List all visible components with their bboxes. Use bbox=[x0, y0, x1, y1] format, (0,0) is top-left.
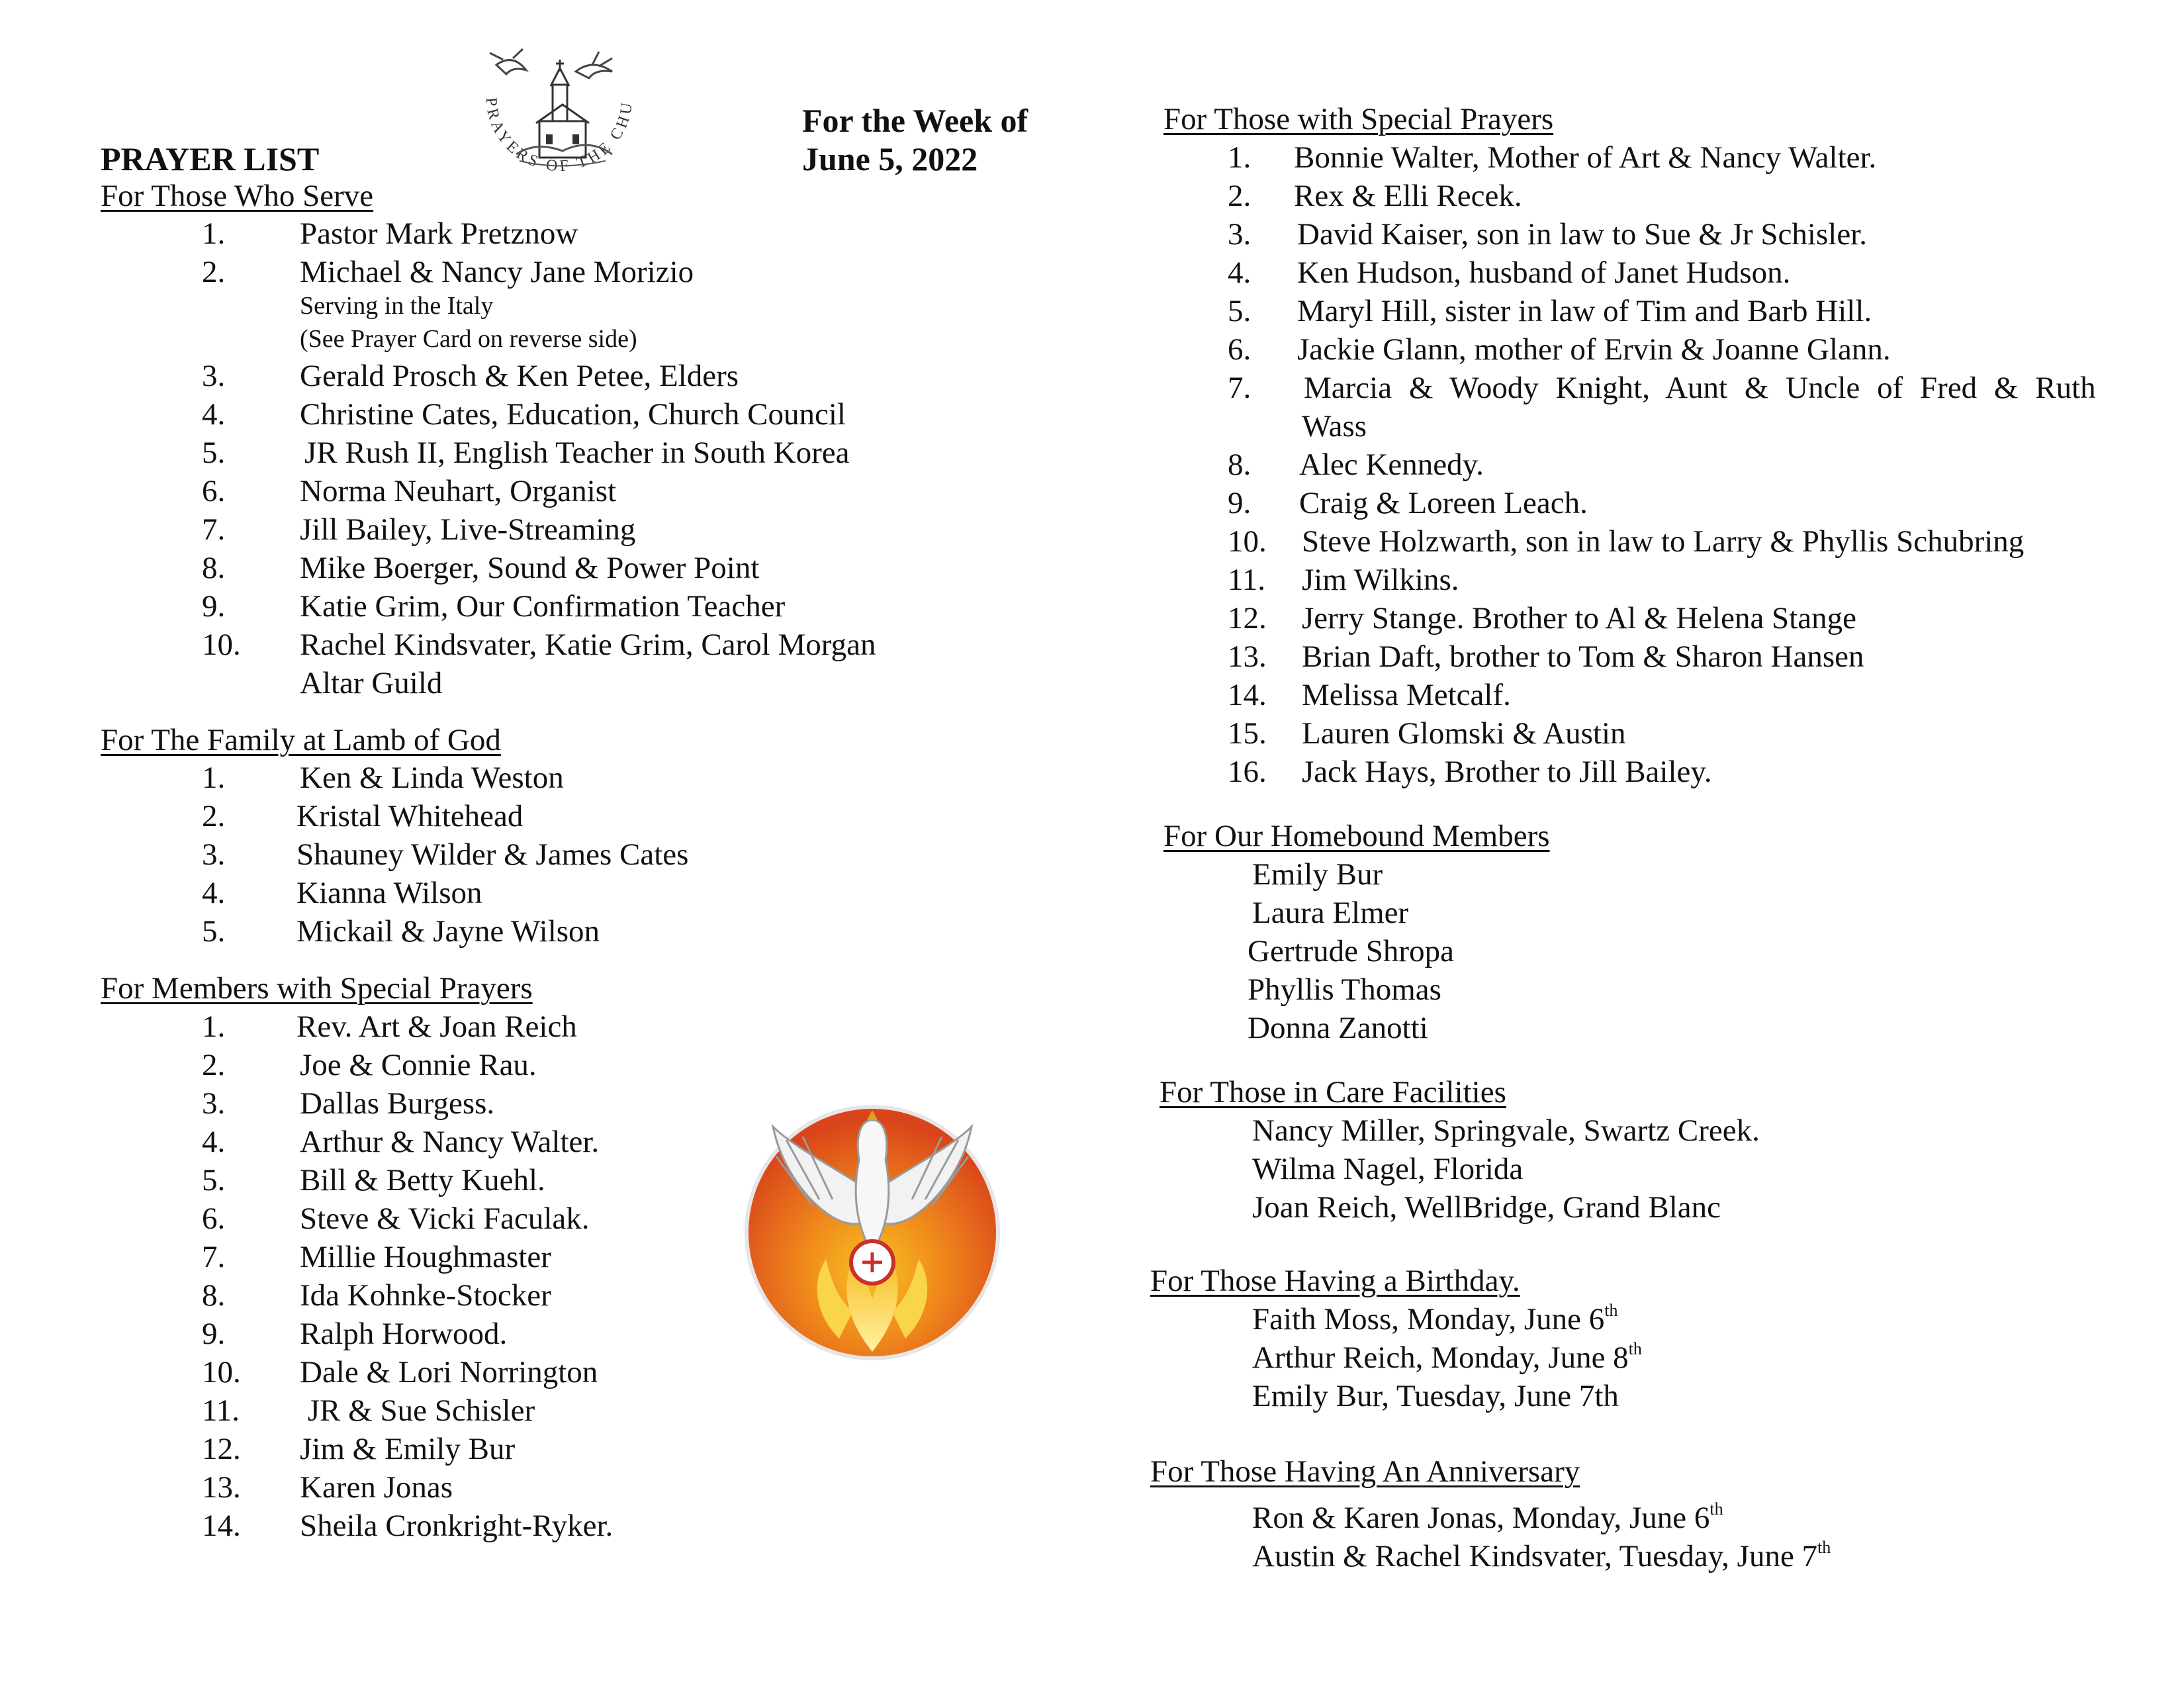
birthday-list bbox=[1252, 1301, 1914, 1423]
anniversary-list bbox=[1252, 1499, 2046, 1582]
list-item: Emily Bur, Tuesday, June 7th bbox=[1252, 1379, 1619, 1413]
church-logo-icon bbox=[463, 45, 655, 191]
list-item: Nancy Miller, Springvale, Swartz Creek. bbox=[1252, 1113, 1760, 1148]
family-list: 1. Ken & Linda Weston 2. Kristal Whitehead 3. Shauney Wilder & James Cates 4. Kianna Wilson 5. Mickail & Jayne Wilson bbox=[202, 761, 689, 949]
section-heading-family: For The Family at Lamb of God bbox=[101, 723, 501, 757]
list-item: Laura Elmer bbox=[1252, 896, 1409, 930]
members-list: 1. Rev. Art & Joan Reich 2. Joe & Connie Rau. 3. Dallas Burgess. 4. Arthur & Nancy Walter. 5. Bill & Betty Kuehl. 6. Steve & Vicki Faculak. 7. Millie Houghmaster 8. Ida Kohnke-Stocker 9. Ralph Horwood. 10. Dale & Lori Norrington 11. JR & Sue Schisler 12. Jim & Emily Bur 13. Karen Jonas 14. Sheila Cronkright-Ryker. bbox=[202, 1009, 614, 1543]
list-item: Austin & Rachel Kindsvater, Tuesday, June 7th bbox=[1252, 1538, 1831, 1573]
list-item: Wilma Nagel, Florida bbox=[1252, 1152, 1524, 1186]
section-heading-homebound: For Our Homebound Members bbox=[1163, 819, 1550, 853]
section-heading-members: For Members with Special Prayers bbox=[101, 971, 533, 1006]
list-item: Emily Bur bbox=[1252, 857, 1383, 892]
homebound-list bbox=[1248, 859, 1777, 1058]
section-heading-serve: For Those Who Serve bbox=[101, 179, 374, 213]
list-item: Ron & Karen Jonas, Monday, June 6th bbox=[1252, 1499, 1723, 1535]
holy-spirit-dove-icon bbox=[740, 1100, 1005, 1365]
section-heading-care: For Those in Care Facilities bbox=[1160, 1075, 1506, 1109]
week-date: June 5, 2022 bbox=[802, 140, 978, 177]
special-prayers-list: 1. Bonnie Walter, Mother of Art & Nancy Walter. 2. Rex & Elli Recek. 3. David Kaiser, son in law to Sue & Jr Schisler. 4. Ken Hudson, husband of Janet Hudson. 5. Maryl Hill, sister in law of Tim and Barb Hill. 6. Jackie Glann, mother of Ervin & Joanne Glann. 7. Marcia & Woody Knight, Aunt & Uncle of Fred & Ruth Wass 8. Alec Kennedy. 9. Craig & Loreen Leach. 10. Steve Holzwarth, son in law to Larry & Phyllis Schubring 11. Jim Wilkins. 12. Jerry Stange. Brother to Al & Helena Stange 13. Brian Daft, brother to Tom & Sharon Hansen 14. Melissa Metcalf. 15. Lauren Glomski & Austin 16. Jack Hays, Brother to Jill Bailey. bbox=[1228, 140, 2096, 789]
list-item: Gertrude Shropa bbox=[1248, 934, 1454, 968]
list-item: Joan Reich, WellBridge, Grand Blanc bbox=[1252, 1190, 1721, 1225]
care-list bbox=[1252, 1115, 1914, 1235]
list-item: Faith Moss, Monday, June 6th bbox=[1252, 1301, 1618, 1336]
church-logo bbox=[463, 45, 655, 191]
dove-emblem bbox=[740, 1100, 1005, 1365]
week-label: For the Week of bbox=[802, 102, 1028, 139]
page-title: PRAYER LIST bbox=[101, 140, 320, 177]
serve-list: 1. Pastor Mark Pretznow 2. Michael & Nancy Jane Morizio Serving in the Italy (See Prayer Card on reverse side) 3. Gerald Prosch & Ken Petee, Elders 4. Christine Cates, Education, Church Council 5. JR Rush II, English Teacher in South Korea 6. Norma Neuhart, Organist 7. Jill Bailey, Live-Streaming 8. Mike Boerger, Sound & Power Point 9. Katie Grim, Our Confirmation Teacher 10. Rachel Kindsvater, Katie Grim, Carol Morgan Altar Guild bbox=[202, 216, 876, 700]
section-heading-anniversary: For Those Having An Anniversary bbox=[1150, 1454, 1580, 1489]
svg-text:PRAYERS OF THE CHURCH: PRAYERS OF THE CHU bbox=[482, 97, 637, 175]
list-item: Donna Zanotti bbox=[1248, 1011, 1428, 1045]
section-heading-birthday: For Those Having a Birthday. bbox=[1150, 1264, 1520, 1298]
section-heading-special: For Those with Special Prayers bbox=[1163, 102, 1554, 136]
list-item: Phyllis Thomas bbox=[1248, 972, 1441, 1007]
list-item: Arthur Reich, Monday, June 8th bbox=[1252, 1339, 1642, 1375]
